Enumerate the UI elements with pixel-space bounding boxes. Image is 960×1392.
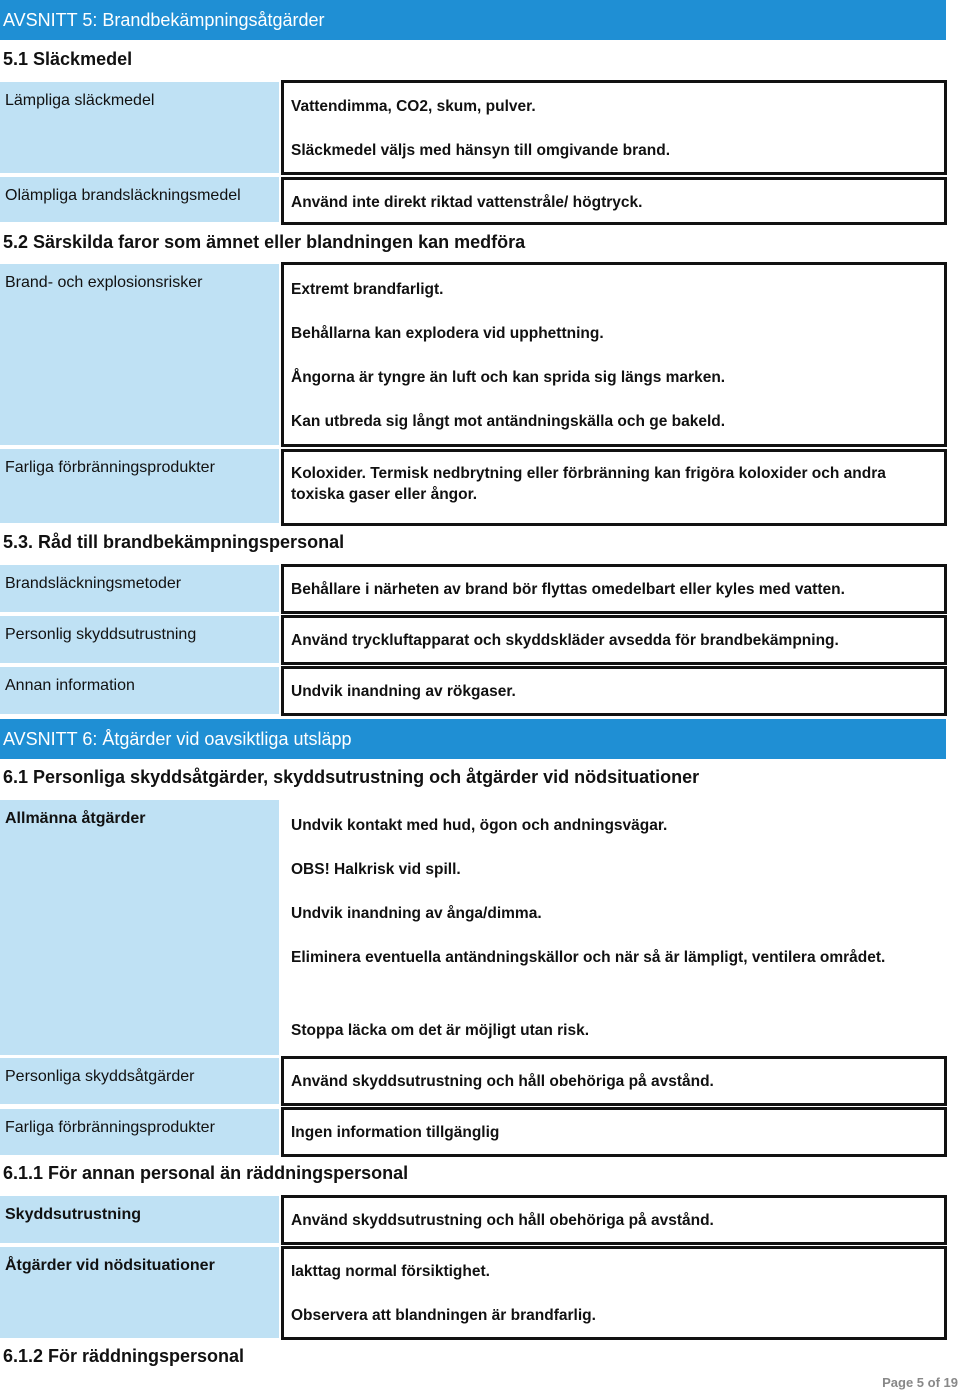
label-personliga-skyddsatgarder: Personliga skyddsåtgärder [0,1058,279,1104]
value-line: Behållare i närheten av brand bör flyttas omedelbart eller kyles med vatten. [291,581,845,598]
value-line: Undvik inandning av ånga/dimma. [291,905,542,922]
value-line: Ingen information tillgänglig [291,1124,500,1141]
subsection-6-1-heading: 6.1 Personliga skyddsåtgärder, skyddsutrustning och åtgärder vid nödsituationer [3,767,700,787]
label-brandslackningsmetoder: Brandsläckningsmetoder [0,565,279,612]
subsection-6-1-1-heading: 6.1.1 För annan personal än räddningspersonal [3,1163,409,1183]
label-brand-explosionsrisker: Brand- och explosionsrisker [0,264,279,445]
value-line: Släckmedel väljs med hänsyn till omgivande brand. [291,142,671,159]
label-personlig-skyddsutrustning: Personlig skyddsutrustning [0,616,279,663]
label-skyddsutrustning: Skyddsutrustning [0,1196,279,1243]
section-5-header: AVSNITT 5: Brandbekämpningsåtgärder [0,0,946,40]
value-line: Stoppa läcka om det är möjligt utan risk. [291,1022,590,1039]
label-allmanna-atgarder: Allmänna åtgärder [0,800,279,1055]
value-line: Ångorna är tyngre än luft och kan sprida sig längs marken. [291,369,726,386]
value-line: Eliminera eventuella antändningskällor och när så är lämpligt, ventilera området. [291,949,886,966]
label-farliga-forbranningsprodukter: Farliga förbränningsprodukter [0,449,279,523]
subsection-5-2-heading: 5.2 Särskilda faror som ämnet eller blandningen kan medföra [3,232,526,252]
section-6-header: AVSNITT 6: Åtgärder vid oavsiktliga utsläpp [0,719,946,759]
value-line: Använd tryckluftapparat och skyddskläder avsedda för brandbekämpning. [291,632,839,649]
subsection-5-1-heading: 5.1 Släckmedel [3,49,133,69]
label-annan-information: Annan information [0,667,279,714]
page-number: Page 5 of 19 [882,1375,958,1390]
value-line: Observera att blandningen är brandfarlig. [291,1307,596,1324]
value-line: OBS! Halkrisk vid spill. [291,861,461,878]
label-farliga-forbranningsprodukter-6: Farliga förbränningsprodukter [0,1109,279,1155]
value-line: Undvik inandning av rökgaser. [291,683,516,700]
value-line: Behållarna kan explodera vid upphettning. [291,325,604,342]
label-atgarder-vid-nodsituationer: Åtgärder vid nödsituationer [0,1247,279,1338]
value-line: Extremt brandfarligt. [291,281,444,298]
value-line: Undvik kontakt med hud, ögon och andningsvägar. [291,817,668,834]
value-line: Använd inte direkt riktad vattenstråle/ högtryck. [291,194,643,211]
label-olampliga-slackmedel: Olämpliga brandsläckningsmedel [0,177,279,222]
value-line: Använd skyddsutrustning och håll obehöriga på avstånd. [291,1212,714,1229]
subsection-6-1-2-heading: 6.1.2 För räddningspersonal [3,1346,245,1366]
value-line: Vattendimma, CO2, skum, pulver. [291,98,536,115]
value-line: Kan utbreda sig långt mot antändningskälla och ge bakeld. [291,413,726,430]
value-line: Koloxider. Termisk nedbrytning eller förbränning kan frigöra koloxider och andra toxiska gaser eller ångor. [291,465,886,503]
value-line: Använd skyddsutrustning och håll obehöriga på avstånd. [291,1073,714,1090]
value-line: Iakttag normal försiktighet. [291,1263,490,1280]
label-lampliga-slackmedel: Lämpliga släckmedel [0,82,279,173]
subsection-5-3-heading: 5.3. Råd till brandbekämpningspersonal [3,532,345,552]
